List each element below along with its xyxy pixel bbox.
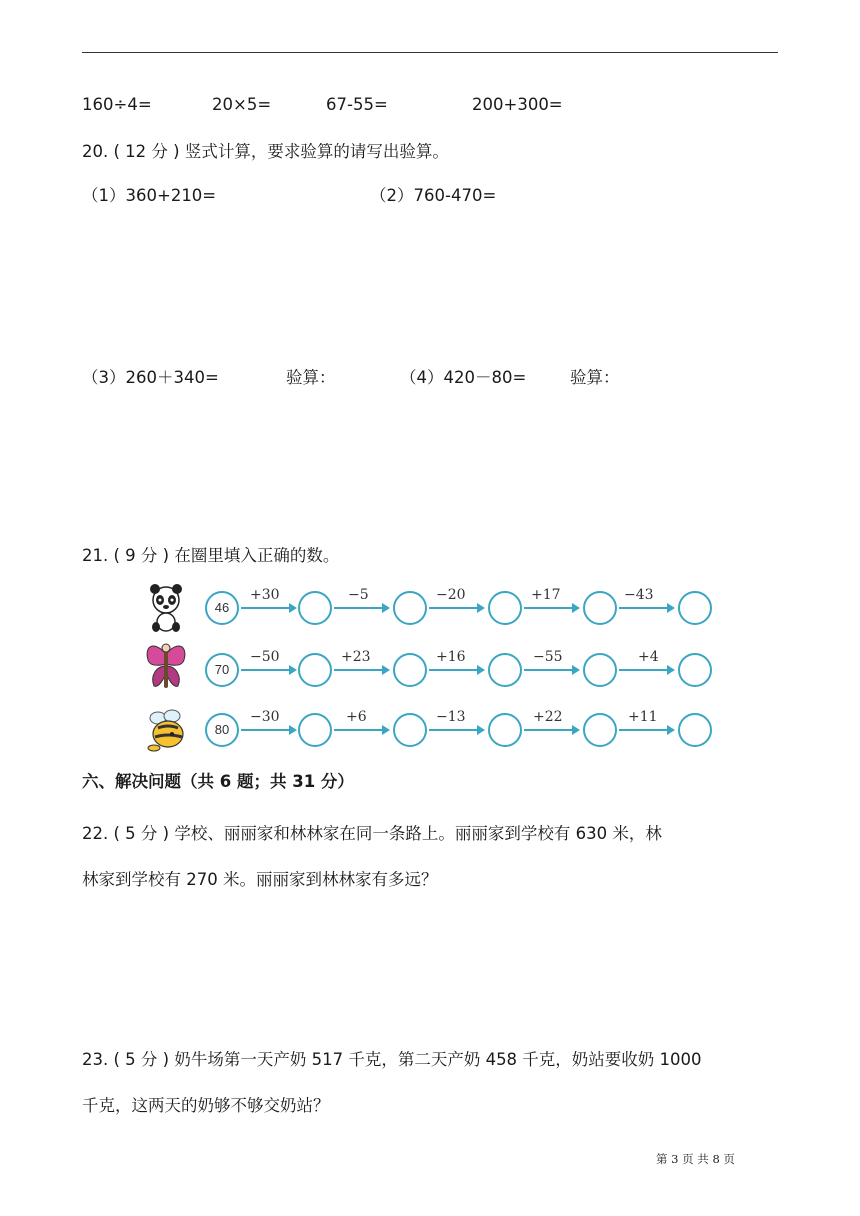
operation-label: +30 <box>250 587 280 603</box>
q20-part3-check: 验算： <box>286 368 336 387</box>
number-chain-2 <box>144 638 724 698</box>
answer-circle[interactable] <box>298 591 332 625</box>
operation-label: +6 <box>346 709 367 725</box>
q20-part2: （2）760-470= <box>370 186 497 205</box>
start-number-circle: 46 <box>205 591 239 625</box>
page-number: 第 3 页 共 8 页 <box>656 1152 735 1166</box>
arrow <box>524 669 578 671</box>
operation-label: −5 <box>348 587 369 603</box>
q20-part4-check: 验算： <box>570 368 620 387</box>
operation-label: +11 <box>628 709 658 725</box>
answer-circle[interactable] <box>583 653 617 687</box>
number-chain-1 <box>144 578 724 638</box>
start-number-circle: 70 <box>205 653 239 687</box>
q22-line-2: 林家到学校有 270 米。丽丽家到林林家有多远？ <box>82 870 438 889</box>
arrow <box>334 729 388 731</box>
operation-label: −50 <box>250 649 280 665</box>
arith-item-3: 67-55= <box>326 95 388 114</box>
answer-circle[interactable] <box>488 653 522 687</box>
arrow <box>619 607 673 609</box>
arrow <box>619 669 673 671</box>
operation-label: −55 <box>533 649 563 665</box>
answer-circle[interactable] <box>393 653 427 687</box>
answer-circle[interactable] <box>488 591 522 625</box>
q23-line-2: 千克，这两天的奶够不够交奶站？ <box>82 1096 330 1115</box>
answer-circle[interactable] <box>393 591 427 625</box>
answer-circle[interactable] <box>298 713 332 747</box>
operation-label: +16 <box>436 649 466 665</box>
q22-line-1: 22. ( 5 分 ) 学校、丽丽家和林林家在同一条路上。丽丽家到学校有 630 米，林 <box>82 824 662 843</box>
arrow <box>429 669 483 671</box>
section-heading: 六、解决问题（共 6 题；共 31 分） <box>82 772 354 791</box>
arrow <box>429 607 483 609</box>
arrow <box>334 607 388 609</box>
answer-circle[interactable] <box>583 591 617 625</box>
answer-circle[interactable] <box>488 713 522 747</box>
q20-header: 20. ( 12 分 ) 竖式计算，要求验算的请写出验算。 <box>82 142 449 161</box>
q20-part3: （3）260＋340= <box>82 368 219 387</box>
answer-circle[interactable] <box>583 713 617 747</box>
panda-icon <box>144 582 188 634</box>
operation-label: −20 <box>436 587 466 603</box>
operation-label: −43 <box>624 587 654 603</box>
arith-item-2: 20×5= <box>212 95 272 114</box>
arrow <box>241 669 295 671</box>
q20-part4: （4）420－80= <box>400 368 527 387</box>
start-number-circle: 80 <box>205 713 239 747</box>
operation-label: −30 <box>250 709 280 725</box>
operation-label: +23 <box>341 649 371 665</box>
operation-label: +22 <box>533 709 563 725</box>
arrow <box>334 669 388 671</box>
arith-item-1: 160÷4= <box>82 95 152 114</box>
arrow <box>241 729 295 731</box>
q20-part1: （1）360+210= <box>82 186 217 205</box>
answer-circle[interactable] <box>393 713 427 747</box>
arrow <box>429 729 483 731</box>
bee-icon <box>144 702 188 754</box>
arrow <box>524 607 578 609</box>
answer-circle[interactable] <box>678 591 712 625</box>
operation-label: +4 <box>638 649 659 665</box>
number-chain-3 <box>144 698 724 758</box>
answer-circle[interactable] <box>298 653 332 687</box>
butterfly-icon <box>144 640 188 692</box>
answer-circle[interactable] <box>678 653 712 687</box>
answer-circle[interactable] <box>678 713 712 747</box>
operation-label: +17 <box>531 587 561 603</box>
arrow <box>619 729 673 731</box>
q21-header: 21. ( 9 分 ) 在圈里填入正确的数。 <box>82 546 340 565</box>
arrow <box>524 729 578 731</box>
arrow <box>241 607 295 609</box>
operation-label: −13 <box>436 709 466 725</box>
header-rule <box>82 52 778 53</box>
arith-item-4: 200+300= <box>472 95 563 114</box>
q23-line-1: 23. ( 5 分 ) 奶牛场第一天产奶 517 千克，第二天产奶 458 千克，奶站要收奶 1000 <box>82 1050 702 1069</box>
